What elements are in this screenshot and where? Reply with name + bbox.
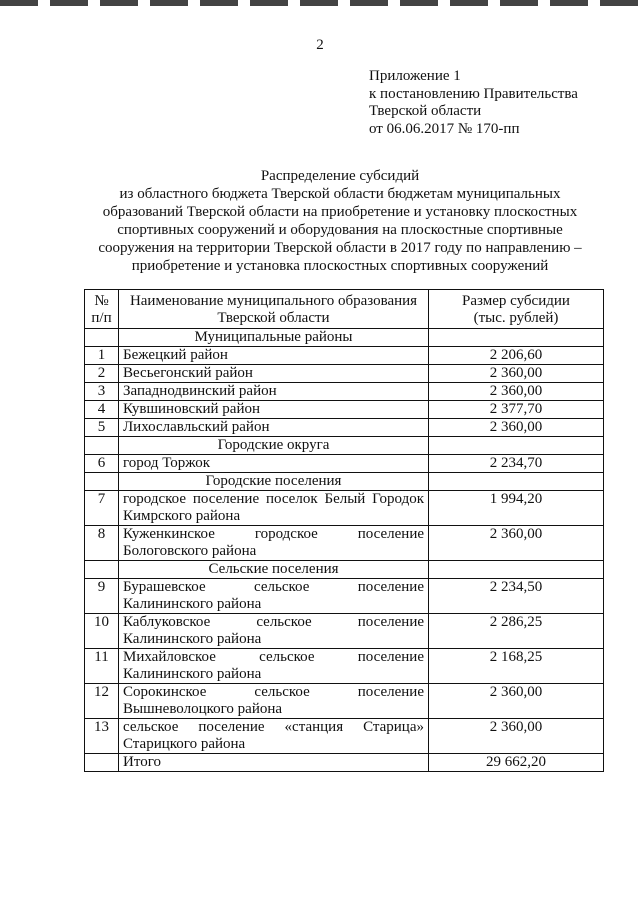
title-line: спортивных сооружений и оборудования на плоскостные спортивные — [117, 222, 563, 238]
row-name-line1: Бурашевское сельское поселение — [123, 579, 424, 595]
row-name-line1: городское поселение поселок Белый Городок — [123, 491, 424, 507]
row-num: 10 — [85, 614, 119, 649]
row-amount: 2 360,00 — [429, 365, 604, 383]
table-row — [85, 649, 604, 684]
section-title: Городские поселения — [119, 473, 429, 491]
row-amount: 2 206,60 — [429, 347, 604, 365]
table-row — [85, 365, 604, 383]
top-scan-border — [0, 0, 640, 6]
row-name — [119, 526, 429, 561]
row-name: Весьегонский район — [119, 365, 429, 383]
page-number: 2 — [316, 37, 324, 53]
row-name-line2: Вышневолоцкого района — [123, 701, 283, 717]
row-name-line2: Калининского района — [123, 596, 262, 612]
row-amount: 2 360,00 — [429, 684, 604, 719]
section-title: Сельские поселения — [119, 561, 429, 579]
row-amount: 2 286,25 — [429, 614, 604, 649]
section-empty-cell — [85, 473, 119, 491]
appendix-line: Приложение 1 — [369, 68, 461, 84]
table-row — [85, 383, 604, 401]
header-amount-line2: (тыс. рублей) — [473, 310, 559, 326]
row-amount: 2 168,25 — [429, 649, 604, 684]
header-num — [85, 290, 119, 329]
section-empty-cell — [85, 561, 119, 579]
row-num: 11 — [85, 649, 119, 684]
header-name-line2: Тверской области — [217, 310, 330, 326]
header-num-line2: п/п — [91, 310, 112, 326]
table-header-row — [85, 290, 604, 329]
row-name: Лихославльский район — [119, 419, 429, 437]
section-empty-cell — [85, 329, 119, 347]
row-name-line1: Сорокинское сельское поселение — [123, 684, 424, 700]
title-line: образований Тверской области на приобретение и установку плоскостных — [102, 204, 578, 220]
row-name: Бежецкий район — [119, 347, 429, 365]
header-num-line1: № — [94, 293, 109, 309]
header-name-line1: Наименование муниципального образования — [129, 293, 418, 309]
row-num: 1 — [85, 347, 119, 365]
section-title: Муниципальные районы — [119, 329, 429, 347]
header-amount-line1: Размер субсидии — [462, 293, 570, 309]
row-name — [119, 649, 429, 684]
row-name-line1: Михайловское сельское поселение — [123, 649, 424, 665]
total-empty-cell — [85, 754, 119, 772]
table-row — [85, 526, 604, 561]
title-line: приобретение и установка плоскостных спортивных сооружений — [131, 258, 549, 274]
total-label: Итого — [119, 754, 429, 772]
section-empty-cell — [85, 437, 119, 455]
row-amount: 2 234,50 — [429, 579, 604, 614]
row-amount: 2 360,00 — [429, 419, 604, 437]
row-name — [119, 614, 429, 649]
row-name — [119, 491, 429, 526]
document-title — [60, 167, 620, 275]
row-name — [119, 579, 429, 614]
row-amount: 2 377,70 — [429, 401, 604, 419]
header-amount — [429, 290, 604, 329]
title-line: сооружения на территории Тверской области в 2017 году по направлению – — [98, 240, 582, 256]
appendix-line: к постановлению Правительства — [369, 85, 578, 102]
section-row — [85, 561, 604, 579]
row-num: 2 — [85, 365, 119, 383]
table-row — [85, 684, 604, 719]
table-row — [85, 719, 604, 754]
row-num: 13 — [85, 719, 119, 754]
row-name-line2: Калининского района — [123, 666, 262, 682]
section-row — [85, 473, 604, 491]
row-name-line1: Каблуковское сельское поселение — [123, 614, 424, 630]
appendix-block — [369, 68, 578, 138]
row-name: город Торжок — [119, 455, 429, 473]
table-row — [85, 347, 604, 365]
appendix-line: от 06.06.2017 № 170-пп — [369, 120, 520, 137]
appendix-line: Тверской области — [369, 103, 482, 119]
row-num: 12 — [85, 684, 119, 719]
row-amount: 1 994,20 — [429, 491, 604, 526]
section-row — [85, 437, 604, 455]
row-name-line1: Куженкинское городское поселение — [123, 526, 424, 542]
title-line: Распределение субсидий — [260, 168, 420, 184]
row-num: 7 — [85, 491, 119, 526]
table-row — [85, 455, 604, 473]
row-num: 5 — [85, 419, 119, 437]
header-name — [119, 290, 429, 329]
table-row — [85, 614, 604, 649]
row-num: 6 — [85, 455, 119, 473]
row-name-line2: Калининского района — [123, 631, 262, 647]
row-amount: 2 360,00 — [429, 719, 604, 754]
row-name-line2: Старицкого района — [123, 736, 246, 752]
row-amount: 2 360,00 — [429, 383, 604, 401]
row-amount: 2 234,70 — [429, 455, 604, 473]
title-line: из областного бюджета Тверской области бюджетам муниципальных — [119, 186, 561, 202]
row-num: 9 — [85, 579, 119, 614]
row-amount: 2 360,00 — [429, 526, 604, 561]
table-row — [85, 579, 604, 614]
row-num: 4 — [85, 401, 119, 419]
subsidy-table — [84, 289, 604, 772]
table-row — [85, 419, 604, 437]
table-row — [85, 491, 604, 526]
row-name-line2: Бологовского района — [123, 543, 257, 559]
section-empty-cell — [429, 561, 604, 579]
row-name-line1: сельское поселение «станция Старица» — [123, 719, 424, 735]
row-name: Кувшиновский район — [119, 401, 429, 419]
section-empty-cell — [429, 437, 604, 455]
row-num: 3 — [85, 383, 119, 401]
row-num: 8 — [85, 526, 119, 561]
total-amount: 29 662,20 — [429, 754, 604, 772]
total-row — [85, 754, 604, 772]
row-name — [119, 719, 429, 754]
table-row — [85, 401, 604, 419]
row-name: Западнодвинский район — [119, 383, 429, 401]
section-empty-cell — [429, 329, 604, 347]
row-name-line2: Кимрского района — [123, 508, 241, 524]
section-title: Городские округа — [119, 437, 429, 455]
row-name — [119, 684, 429, 719]
section-empty-cell — [429, 473, 604, 491]
section-row — [85, 329, 604, 347]
